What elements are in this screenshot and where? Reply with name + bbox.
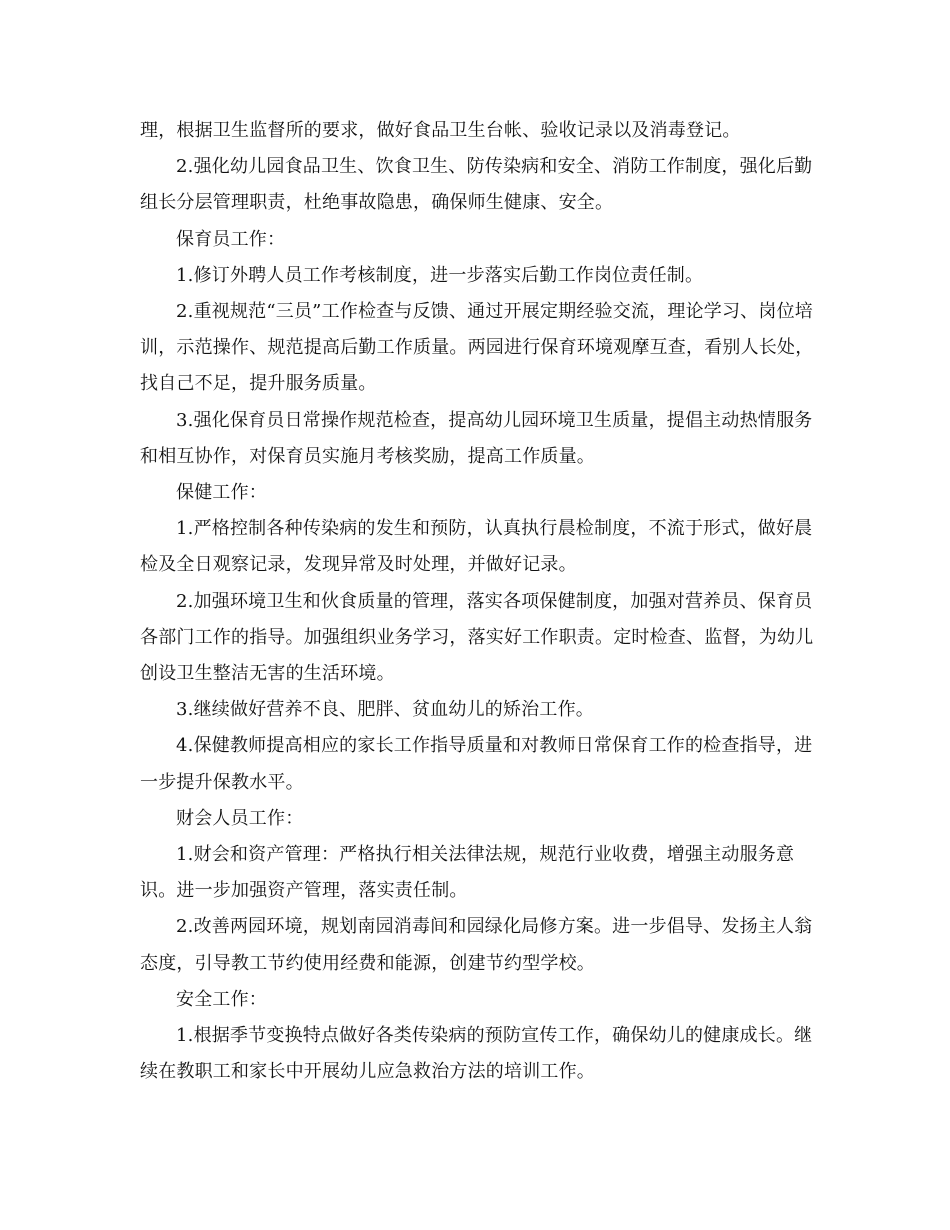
paragraph-health-item-2: 2.加强环境卫生和伙食质量的管理，落实各项保健制度，加强对营养员、保育员各部门工作的指导。加强组织业务学习，落实好工作职责。定时检查、监督，为幼儿创设卫生整洁无害的生活环境。 [140, 590, 814, 685]
paragraph-health-item-1: 1.严格控制各种传染病的发生和预防，认真执行晨检制度，不流于形式，做好晨检及全日观察记录，发现异常及时处理，并做好记录。 [140, 518, 813, 576]
paragraph-health-item-3: 3.继续做好营养不良、肥胖、贫血幼儿的矫治工作。 [176, 699, 594, 721]
paragraph-childcare-item-1: 1.修订外聘人员工作考核制度，进一步落实后勤工作岗位责任制。 [176, 264, 704, 286]
paragraph-childcare-item-3: 3.强化保育员日常操作规范检查，提高幼儿园环境卫生质量，提倡主动热情服务和相互协作，对保育员实施月考核奖励，提高工作质量。 [140, 409, 813, 467]
document-body [140, 113, 815, 1090]
paragraph-childcare-item-2: 2.重视规范“三员”工作检查与反馈、通过开展定期经验交流，理论学习、岗位培训，示范操作、规范提高后勤工作质量。两园进行保育环境观摩互查，看别人长处，找自己不足，提升服务质量。 [140, 301, 814, 395]
paragraph-continuation: 理，根据卫生监督所的要求，做好食品卫生台帐、验收记录以及消毒登记。 [140, 120, 741, 141]
paragraph-health-item-4: 4.保健教师提高相应的家长工作指导质量和对教师日常保育工作的检查指导，进一步提升保教水平。 [140, 735, 813, 793]
paragraph-safety-item-1: 1.根据季节变换特点做好各类传染病的预防宣传工作，确保幼儿的健康成长。继续在教职工和家长中开展幼儿应急救治方法的培训工作。 [140, 1025, 813, 1083]
section-heading-childcare: 保育员工作： [176, 228, 286, 250]
paragraph-finance-item-1: 1.财会和资产管理：严格执行相关法律法规，规范行业收费，增强主动服务意识。进一步加强资产管理，落实责任制。 [140, 844, 795, 902]
section-heading-safety: 安全工作： [176, 988, 267, 1010]
section-heading-health: 保健工作： [176, 482, 267, 504]
section-heading-finance: 财会人员工作： [176, 807, 304, 829]
paragraph-finance-item-2: 2.改善两园环境，规划南园消毒间和园绿化局修方案。进一步倡导、发扬主人翁态度，引导教工节约使用经费和能源，创建节约型学校。 [140, 916, 813, 974]
paragraph-item-2-food-safety: 2.强化幼儿园食品卫生、饮食卫生、防传染病和安全、消防工作制度，强化后勤组长分层管理职责，杜绝事故隐患，确保师生健康、安全。 [140, 156, 813, 214]
